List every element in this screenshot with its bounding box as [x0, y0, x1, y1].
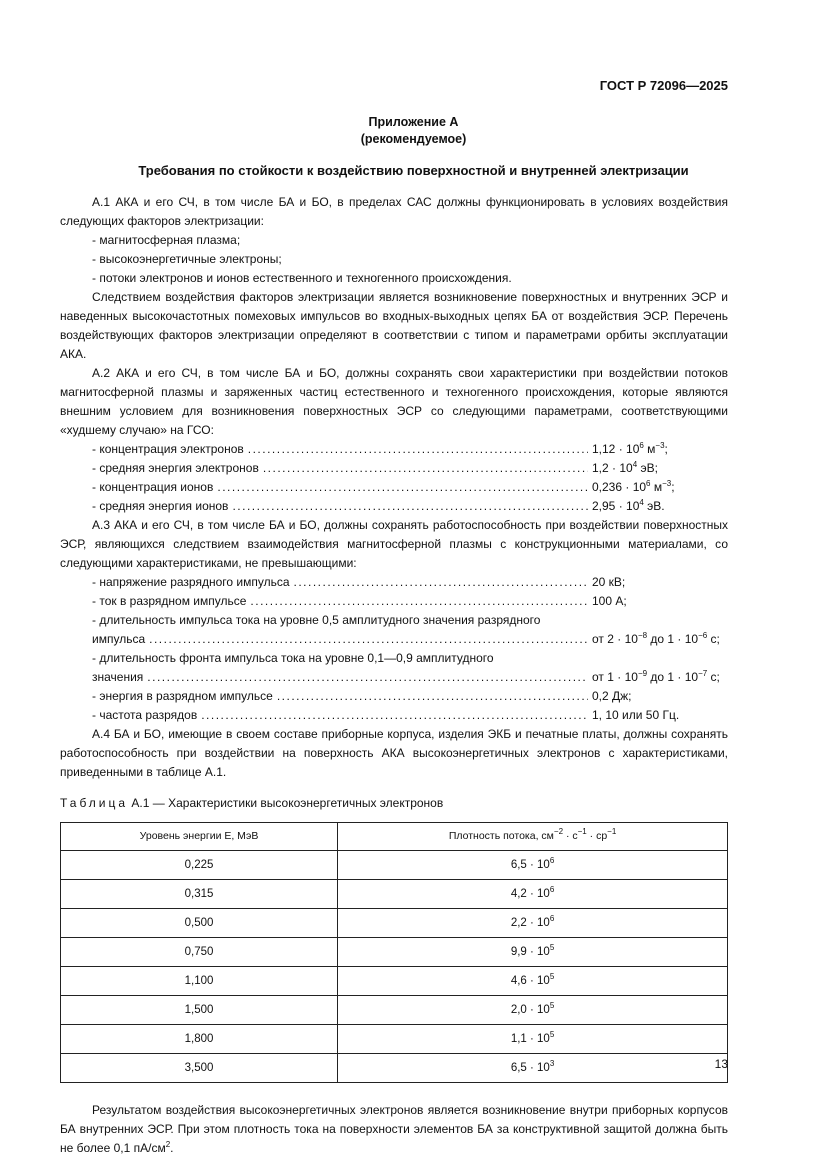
- parameter-label: - энергия в разрядном импульсе: [92, 689, 273, 703]
- parameter-label: - ток в разрядном импульсе: [92, 594, 247, 608]
- superscript: 6: [646, 479, 651, 488]
- parameter-label: - частота разрядов: [92, 708, 198, 722]
- flux-cell: $2,0 \cdot 10^5$: [338, 996, 728, 1025]
- dot-leader: [250, 592, 588, 611]
- parameter-row: [60, 478, 728, 497]
- table-row: [61, 996, 728, 1025]
- superscript: −3: [655, 441, 665, 450]
- header-energy: Уровень энергии Е, МэВ: [61, 823, 338, 851]
- dot-leader: [277, 687, 588, 706]
- paragraph-a2: А.2 АКА и его СЧ, в том числе БА и БО, должны сохранять свои характеристики при воздействии потоков магнитосферной плазмы и заряженных частиц естественного и техногенного происхождения, которые являются внешним условием для возникновения поверхностных ЭСР со следующими параметрами, соответствующими «худшему случаю» на ГСО:: [60, 366, 728, 437]
- parameter-row: [60, 440, 728, 459]
- flux-cell: $6,5 \cdot 10^6$: [338, 851, 728, 880]
- parameter-label: - средняя энергия электронов: [92, 461, 259, 475]
- table-caption-word: Таблица: [60, 796, 129, 810]
- energy-cell: 1,500: [61, 996, 338, 1025]
- table-caption: [60, 794, 728, 813]
- energy-cell: 1,800: [61, 1025, 338, 1054]
- flux-cell: $9,9 \cdot 10^5$: [338, 938, 728, 967]
- superscript: 5: [549, 942, 555, 952]
- parameter-label: значения: [92, 670, 144, 684]
- appendix-heading: [0, 114, 827, 148]
- parameter-row: [60, 687, 728, 706]
- appendix-title: Приложение А: [368, 115, 459, 129]
- parameter-value: $2,95 \cdot 10^4$ эВ.: [592, 498, 665, 513]
- energy-cell: 0,750: [61, 938, 338, 967]
- parameter-label: - напряжение разрядного импульса: [92, 575, 290, 589]
- table-caption-text: А.1 — Характеристики высокоэнергетичных электронов: [131, 796, 444, 810]
- table-row: [61, 1054, 728, 1083]
- a2-parameter-list: [60, 440, 728, 516]
- appendix-kind: (рекомендуемое): [360, 132, 467, 146]
- a1-list: [60, 231, 728, 288]
- paragraph-conclusion: Результатом воздействия высокоэнергетичных электронов является возникновение внутри приборных корпусов БА внутренних ЭСР. При этом плотность тока на поверхности элементов БА за конструктивной защитой должна быть не более 0,1 $пА/см^2$.: [60, 1103, 728, 1155]
- list-item-first-line: - длительность фронта импульса тока на уровне 0,1—0,9 амплитудного: [92, 651, 494, 665]
- parameter-row: [60, 497, 728, 516]
- page-number: 13: [714, 1057, 728, 1071]
- energy-cell: 3,500: [61, 1054, 338, 1083]
- section-heading: Требования по стойкости к воздействию поверхностной и внутренней электризации: [138, 163, 689, 178]
- table-row: [61, 938, 728, 967]
- table-row: [61, 880, 728, 909]
- superscript: −8: [637, 631, 648, 640]
- parameter-value: от $2 \cdot 10^{-8}$ до $1 \cdot 10^{-6}$ с;: [592, 631, 720, 646]
- energy-cell: 0,225: [61, 851, 338, 880]
- dot-leader: [232, 497, 588, 516]
- table-header-row: [61, 823, 728, 851]
- flux-cell: $1,1 \cdot 10^5$: [338, 1025, 728, 1054]
- superscript: −9: [637, 669, 648, 678]
- parameter-row: [60, 573, 728, 592]
- table-row: [61, 909, 728, 938]
- flux-cell: $4,2 \cdot 10^6$: [338, 880, 728, 909]
- dot-leader: [294, 573, 589, 592]
- header-flux: Плотность потока, $см^{-2} \cdot с^{-1} \cdot ср^{-1}$: [338, 823, 728, 851]
- dot-leader: [263, 459, 588, 478]
- superscript: 5: [549, 1029, 555, 1039]
- parameter-label: - средняя энергия ионов: [92, 499, 229, 513]
- table-row: [61, 851, 728, 880]
- superscript: 4: [632, 460, 638, 469]
- superscript: −3: [662, 479, 672, 488]
- energy-cell: 0,500: [61, 909, 338, 938]
- parameter-value: $0,236 \cdot 10^6$ $м^{-3}$;: [592, 479, 675, 494]
- list-item-first-line: - длительность импульса тока на уровне 0,5 амплитудного значения разрядного: [92, 613, 541, 627]
- dot-leader: [217, 478, 588, 497]
- dot-leader: [201, 706, 588, 725]
- parameter-value: $1,12 \cdot 10^6$ $м^{-3}$;: [592, 441, 668, 456]
- flux-cell: $2,2 \cdot 10^6$: [338, 909, 728, 938]
- energy-cell: 0,315: [61, 880, 338, 909]
- superscript: 6: [549, 855, 555, 865]
- list-item: - высокоэнергетичные электроны;: [92, 252, 282, 266]
- superscript: 5: [549, 971, 555, 981]
- superscript: −1: [607, 827, 617, 836]
- table-row: [61, 1025, 728, 1054]
- parameter-row: [60, 459, 728, 478]
- paragraph-a1: А.1 АКА и его СЧ, в том числе БА и БО, в пределах САС должны функционировать в условиях воздействия следующих факторов электризации:: [60, 195, 728, 228]
- paragraph-a4: А.4 БА и БО, имеющие в своем составе приборные корпуса, изделия ЭКБ и печатные платы, должны сохранять работоспособность при воздействии на поверхность АКА высокоэнергетичных электронов с характеристиками, приведенными в таблице А.1.: [60, 727, 728, 779]
- parameter-row: [60, 592, 728, 611]
- list-item: - потоки электронов и ионов естественного и техногенного происхождения.: [92, 271, 512, 285]
- parameter-value: 100 А;: [592, 594, 627, 608]
- superscript: −1: [577, 827, 587, 836]
- list-item: - магнитосферная плазма;: [92, 233, 241, 247]
- parameter-value: 0,2 Дж;: [592, 689, 632, 703]
- superscript: 5: [549, 1000, 555, 1010]
- superscript: 2: [165, 1140, 171, 1149]
- parameter-value: 1, 10 или 50 Гц.: [592, 708, 680, 722]
- flux-cell: $4,6 \cdot 10^5$: [338, 967, 728, 996]
- parameter-value: 20 кВ;: [592, 575, 626, 589]
- superscript: 4: [639, 498, 644, 507]
- dot-leader: [248, 440, 588, 459]
- parameter-value: $1,2 \cdot 10^4$ эВ;: [592, 460, 658, 475]
- parameter-value: от $1 \cdot 10^{-9}$ до $1 \cdot 10^{-7}$ с;: [592, 669, 720, 684]
- superscript: −6: [698, 631, 708, 640]
- superscript: 6: [549, 913, 555, 923]
- superscript: −7: [698, 669, 708, 678]
- document-body: [60, 193, 728, 1158]
- parameter-label: - концентрация ионов: [92, 480, 214, 494]
- standard-number: ГОСТ Р 72096—2025: [599, 78, 728, 93]
- superscript: 3: [549, 1058, 555, 1068]
- dot-leader: [147, 668, 588, 687]
- parameter-label: импульса: [92, 632, 146, 646]
- dot-leader: [149, 630, 588, 649]
- parameter-row: [60, 630, 728, 649]
- energy-cell: 1,100: [61, 967, 338, 996]
- parameter-row: [60, 668, 728, 687]
- electron-table: [60, 822, 728, 1083]
- table-row: [61, 967, 728, 996]
- paragraph-a3: А.3 АКА и его СЧ, в том числе БА и БО, должны сохранять работоспособность при воздействии поверхностных ЭСР, являющихся следствием взаимодействия магнитосферной плазмы с конструкционными материалами, со следующими характеристиками, не превышающими:: [60, 518, 728, 570]
- superscript: 6: [549, 884, 555, 894]
- a3-parameter-list: [60, 573, 728, 725]
- parameter-label: - концентрация электронов: [92, 442, 244, 456]
- flux-cell: $6,5 \cdot 10^3$: [338, 1054, 728, 1083]
- paragraph-consequence: Следствием воздействия факторов электризации является возникновение поверхностных и внутренних ЭСР и наведенных высокочастотных помеховых импульсов во входных-выходных цепях БА от воздействия ЭСР. Перечень воздействующих факторов электризации определяют в соответствии с типом и параметрами орбиты эксплуатации АКА.: [60, 290, 728, 361]
- superscript: −2: [553, 827, 564, 836]
- parameter-row: [60, 706, 728, 725]
- superscript: 6: [639, 441, 644, 450]
